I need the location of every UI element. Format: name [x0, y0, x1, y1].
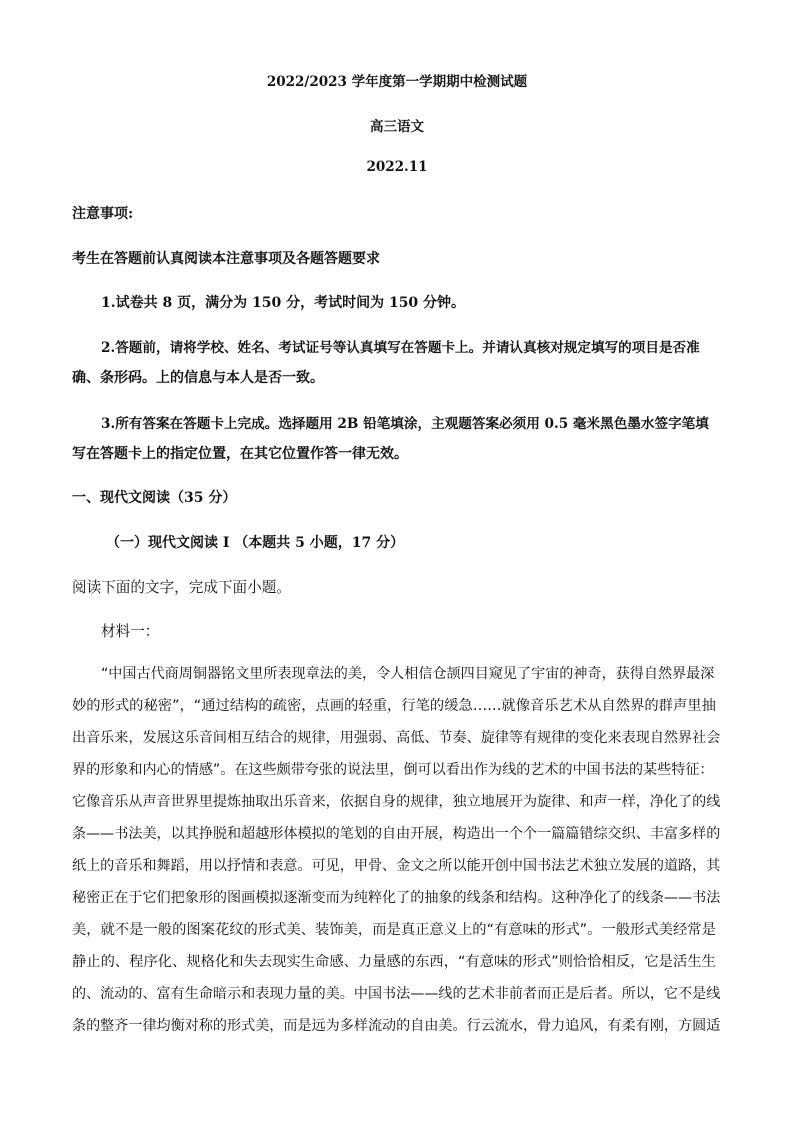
- notice-item-3-line-1: 3.所有答案在答题卡上完成。选择题用 2B 铅笔填涂，主观题答案必须用 0.5 毫米黑色墨水签字笔填: [101, 416, 709, 432]
- notice-item-2-line-1: 2.答题前，请将学校、姓名、考试证号等认真填写在答题卡上。并请认真核对规定填写的项目是否准: [101, 340, 700, 356]
- passage-line: 出音乐来，发展这乐音间相互结合的规律，用强弱、高低、节奏、旋律等有规律的变化来表现自然界社会: [72, 730, 721, 746]
- exam-title: 2022/2023 学年度第一学期期中检测试题: [266, 74, 528, 90]
- notice-item-2-line-2: 确、条形码。上的信息与本人是否一致。: [72, 370, 324, 386]
- notice-intro: 考生在答题前认真阅读本注意事项及各题答题要求: [72, 251, 380, 267]
- passage-line: 秘密正在于它们把象形的图画模拟逐渐变而为纯粹化了的抽象的线条和结构。这种净化了的线条——书法: [72, 890, 721, 906]
- section-heading: 一、现代文阅读（35 分）: [72, 490, 237, 506]
- passage-line: 条——书法美，以其挣脱和超越形体模拟的笔划的自由开展，构造出一个个一篇篇错综交织、丰富多样的: [72, 826, 721, 842]
- passage-line: 静止的、程序化、规格化和失去现实生命感、力量感的东西，“有意味的形式”则恰恰相反，它是活生生: [72, 954, 716, 970]
- passage-line: 它像音乐从声音世界里提炼抽取出乐音来，依据自身的规律，独立地展开为旋律、和声一样，净化了的线: [72, 794, 721, 810]
- exam-date: 2022.11: [366, 159, 428, 175]
- reading-instruction: 阅读下面的文字，完成下面小题。: [72, 579, 291, 596]
- exam-subject: 高三语文: [370, 119, 424, 135]
- passage-line: 的、流动的、富有生命暗示和表现力量的美。中国书法——线的艺术非前者而正是后者。所以，它不是线: [72, 986, 721, 1002]
- passage-line: 妙的形式的秘密”，“通过结构的疏密，点画的轻重，行笔的缓急……就像音乐艺术从自然界的群声里抽: [72, 698, 716, 714]
- material-label: 材料一：: [101, 623, 160, 640]
- passage-line: 纸上的音乐和舞蹈，用以抒情和表意。可见，甲骨、金文之所以能开创中国书法艺术独立发展的道路，其: [72, 858, 721, 874]
- passage-line: 界的形象和内心的情感”。在这些颇带夸张的说法里，倒可以看出作为线的艺术的中国书法的某些特征：: [72, 762, 714, 778]
- notice-item-3-line-2: 写在答题卡上的指定位置，在其它位置作答一律无效。: [72, 446, 408, 462]
- notice-heading: 注意事项:: [72, 206, 134, 222]
- passage-line: 美，就不是一般的图案花纹的形式美、装饰美，而是真正意义上的“有意味的形式”。一般形式美经常是: [72, 922, 716, 938]
- notice-item-1: 1.试卷共 8 页，满分为 150 分，考试时间为 150 分钟。: [101, 295, 466, 311]
- section-subheading: （一）现代文阅读 I （本题共 5 小题，17 分）: [106, 535, 405, 551]
- passage-line: 条的整齐一律均衡对称的形式美，而是远为多样流动的自由美。行云流水，骨力追风，有柔有刚，方圆适: [72, 1018, 721, 1034]
- passage-line: “中国古代商周铜器铭文里所表现章法的美，令人相信仓颉四目窥见了宇宙的神奇，获得自然界最深: [101, 666, 715, 682]
